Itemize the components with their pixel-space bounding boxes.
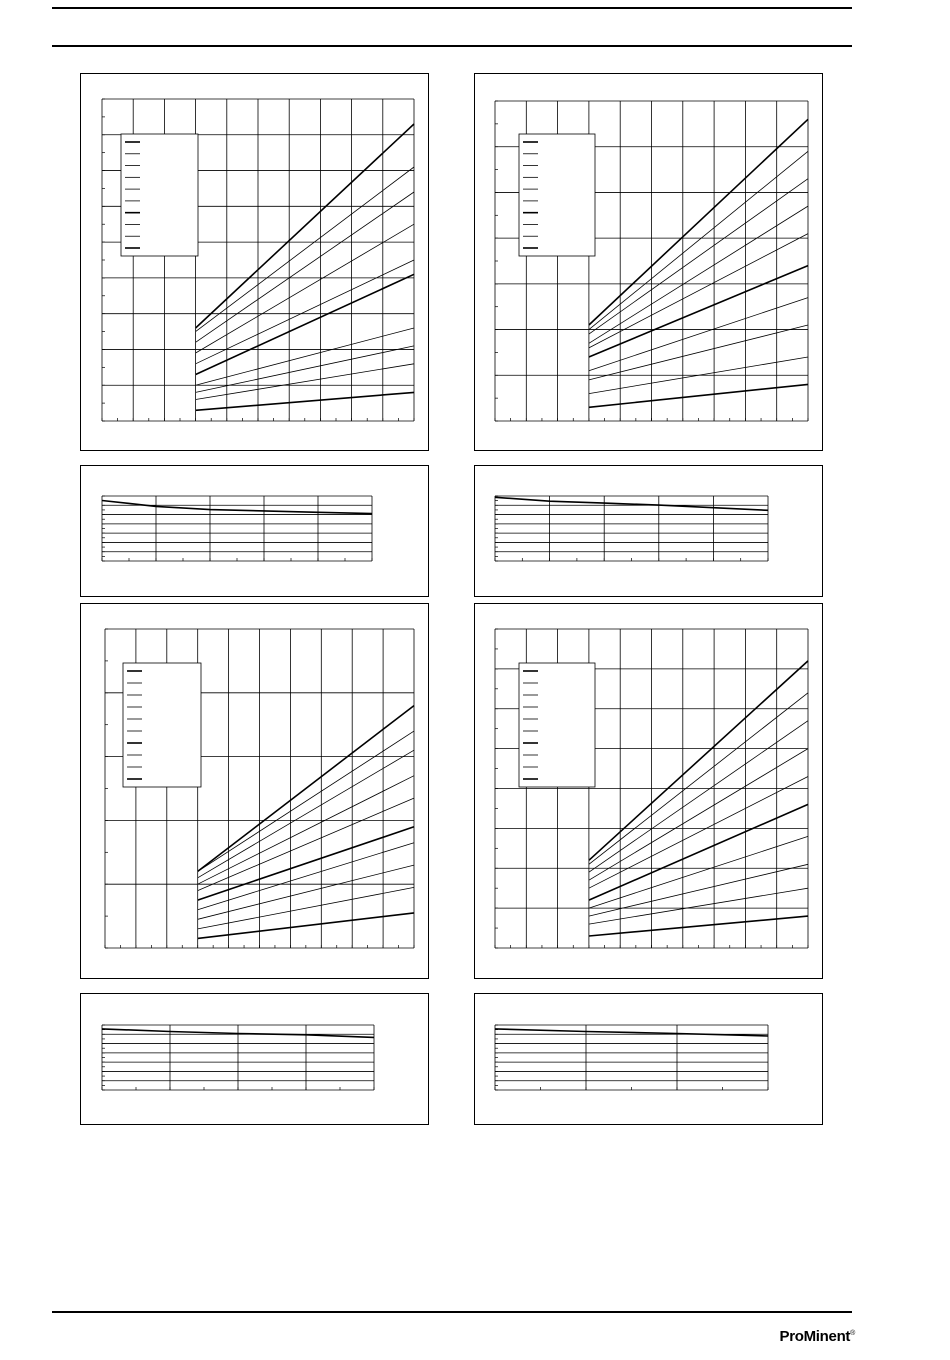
footer-rule [52, 1311, 852, 1313]
series-line [198, 827, 414, 900]
small-chart-panel-top-left [80, 465, 429, 597]
x-axis-ticks [495, 945, 808, 948]
legend-box [123, 663, 201, 787]
x-axis-ticks [495, 558, 768, 561]
chart-svg [81, 466, 428, 596]
series-line [196, 274, 414, 374]
y-axis-ticks [102, 99, 105, 421]
series-line [196, 167, 414, 332]
series-line [198, 913, 414, 939]
series-line [589, 234, 808, 348]
x-axis-ticks [102, 418, 414, 421]
series-group [495, 1029, 768, 1036]
series-group [198, 706, 414, 939]
x-axis-ticks [495, 1087, 768, 1090]
series-line [196, 124, 414, 328]
x-axis-ticks [102, 1087, 374, 1090]
series-line [198, 750, 414, 878]
chart-svg [81, 994, 428, 1124]
grid [102, 1025, 374, 1090]
chart-svg [475, 604, 822, 978]
series-line [196, 260, 414, 364]
series-line [589, 151, 808, 329]
small-chart-panel-top-right [474, 465, 823, 597]
series-line [198, 865, 414, 919]
series-group [589, 119, 808, 407]
brand-mark: ® [850, 1330, 855, 1337]
y-axis-ticks [495, 629, 498, 948]
series-line [198, 706, 414, 872]
chart-svg [81, 74, 428, 450]
series-group [589, 661, 808, 936]
legend-box [519, 663, 595, 787]
series-line [198, 776, 414, 885]
x-axis-ticks [105, 945, 414, 948]
series-line [589, 119, 808, 325]
chart-svg [81, 604, 428, 978]
series-line [589, 266, 808, 357]
y-axis-ticks [102, 1025, 105, 1090]
x-axis-ticks [495, 418, 808, 421]
chart-panel-bottom-left [80, 603, 429, 979]
legend-box [121, 134, 198, 256]
series-group [102, 501, 372, 514]
series-line [198, 798, 414, 891]
legend [123, 663, 201, 787]
series-line [495, 1029, 768, 1036]
brand-name: ProMinent [779, 1328, 851, 1345]
series-line [589, 721, 808, 873]
series-group [495, 497, 768, 510]
header-rule-top [52, 7, 852, 9]
series-line [589, 661, 808, 860]
legend [519, 134, 595, 256]
chart-panel-top-left [80, 73, 429, 451]
series-line [589, 777, 808, 889]
legend [121, 134, 198, 256]
grid [102, 496, 372, 561]
y-axis-ticks [495, 496, 498, 561]
y-axis-ticks [495, 101, 498, 421]
header-rule-bottom [52, 45, 852, 47]
series-line [196, 392, 414, 410]
series-line [196, 192, 414, 342]
legend [519, 663, 595, 787]
y-axis-ticks [495, 1025, 498, 1090]
legend-box [519, 134, 595, 256]
series-line [589, 749, 808, 881]
y-axis-ticks [105, 629, 108, 948]
series-line [589, 325, 808, 380]
x-axis-ticks [102, 558, 372, 561]
chart-panel-top-right [474, 73, 823, 451]
series-line [589, 298, 808, 371]
series-line [495, 497, 768, 510]
grid [495, 496, 768, 561]
series-line [589, 693, 808, 865]
chart-svg [475, 466, 822, 596]
chart-panel-bottom-right [474, 603, 823, 979]
series-line [198, 843, 414, 910]
chart-svg [475, 994, 822, 1124]
series-line [198, 887, 414, 929]
series-line [589, 206, 808, 343]
chart-svg [475, 74, 822, 450]
series-line [198, 731, 414, 871]
small-chart-panel-bottom-right [474, 993, 823, 1125]
series-line [102, 501, 372, 514]
series-line [589, 804, 808, 900]
small-chart-panel-bottom-left [80, 993, 429, 1125]
series-line [196, 328, 414, 385]
series-group [196, 124, 414, 410]
y-axis-ticks [102, 496, 105, 561]
brand-logo [780, 1328, 856, 1345]
